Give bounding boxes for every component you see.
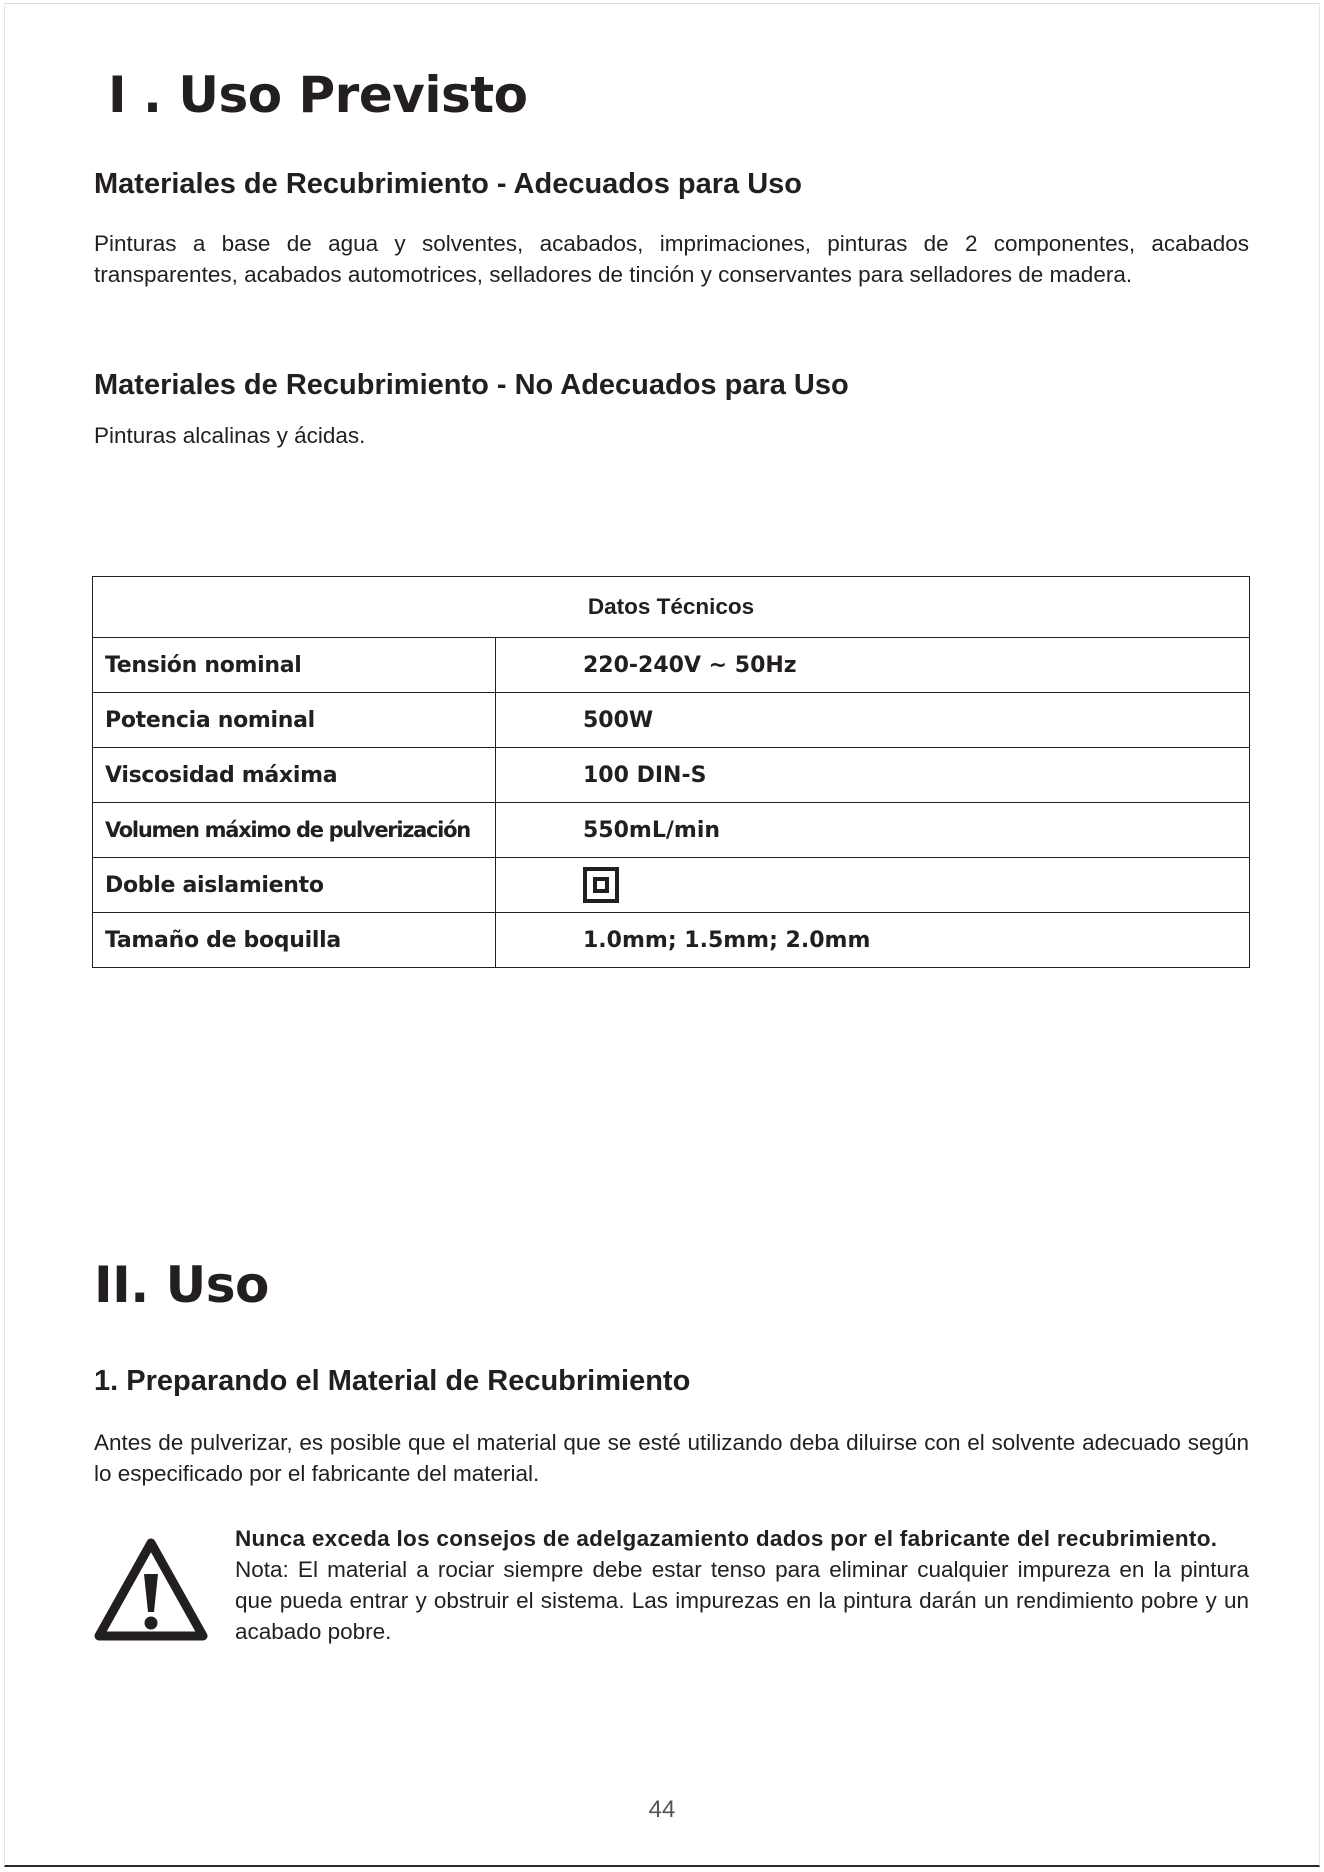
text-unsuitable-materials: Pinturas alcalinas y ácidas. — [94, 423, 366, 448]
table-row — [93, 693, 1250, 748]
section-title-uso: II. Uso — [94, 1256, 269, 1314]
spec-label: Volumen máximo de pulverización — [93, 803, 496, 858]
table-row — [93, 638, 1250, 693]
warning-block — [235, 1523, 1249, 1647]
spec-label: Potencia nominal — [93, 693, 496, 748]
spec-value: 100 DIN-S — [496, 748, 1250, 803]
spec-label: Tamaño de boquilla — [93, 913, 496, 968]
section-title-uso-previsto: Ⅰ . Uso Previsto — [108, 66, 528, 124]
table-row — [93, 748, 1250, 803]
spec-value: 500W — [496, 693, 1250, 748]
spec-label: Tensión nominal — [93, 638, 496, 693]
page-number: 44 — [648, 1796, 676, 1823]
warning-note-text: Nota: El material a rociar siempre debe estar tenso para eliminar cualquier impureza en la pintura que pueda entrar y obstruir el sistema. Las impurezas en la pintura darán un rendimiento pobre y un acabado pobre. — [235, 1557, 1249, 1644]
heading-unsuitable-materials: Materiales de Recubrimiento - No Adecuados para Uso — [94, 369, 849, 401]
table-row — [93, 913, 1250, 968]
double-insulation-square-icon — [583, 867, 619, 903]
spec-value: 220-240V ~ 50Hz — [496, 638, 1250, 693]
spec-value: 1.0mm; 1.5mm; 2.0mm — [496, 913, 1250, 968]
spec-label: Viscosidad máxima — [93, 748, 496, 803]
spec-value: 550mL/min — [496, 803, 1250, 858]
technical-data-table — [92, 576, 1250, 968]
text-suitable-materials: Pinturas a base de agua y solventes, acabados, imprimaciones, pinturas de 2 componentes, acabados transparentes, acabados automotrices, selladores de tinción y conservantes para selladores de madera. — [94, 231, 1249, 287]
technical-data-header: Datos Técnicos — [93, 577, 1250, 638]
spec-label: Doble aislamiento — [93, 858, 496, 913]
heading-suitable-materials: Materiales de Recubrimiento - Adecuados para Uso — [94, 168, 803, 200]
text-preparing-material: Antes de pulverizar, es posible que el material que se esté utilizando deba diluirse con el solvente adecuado según lo especificado por el fabricante del material. — [94, 1430, 1249, 1486]
heading-preparing-material: 1. Preparando el Material de Recubrimiento — [94, 1365, 691, 1397]
warning-bold-text: Nunca exceda los consejos de adelgazamiento dados por el fabricante del recubrimiento. — [235, 1526, 1218, 1551]
spec-value — [496, 858, 1250, 913]
table-row — [93, 858, 1250, 913]
warning-triangle-icon — [92, 1536, 210, 1642]
table-row — [93, 803, 1250, 858]
